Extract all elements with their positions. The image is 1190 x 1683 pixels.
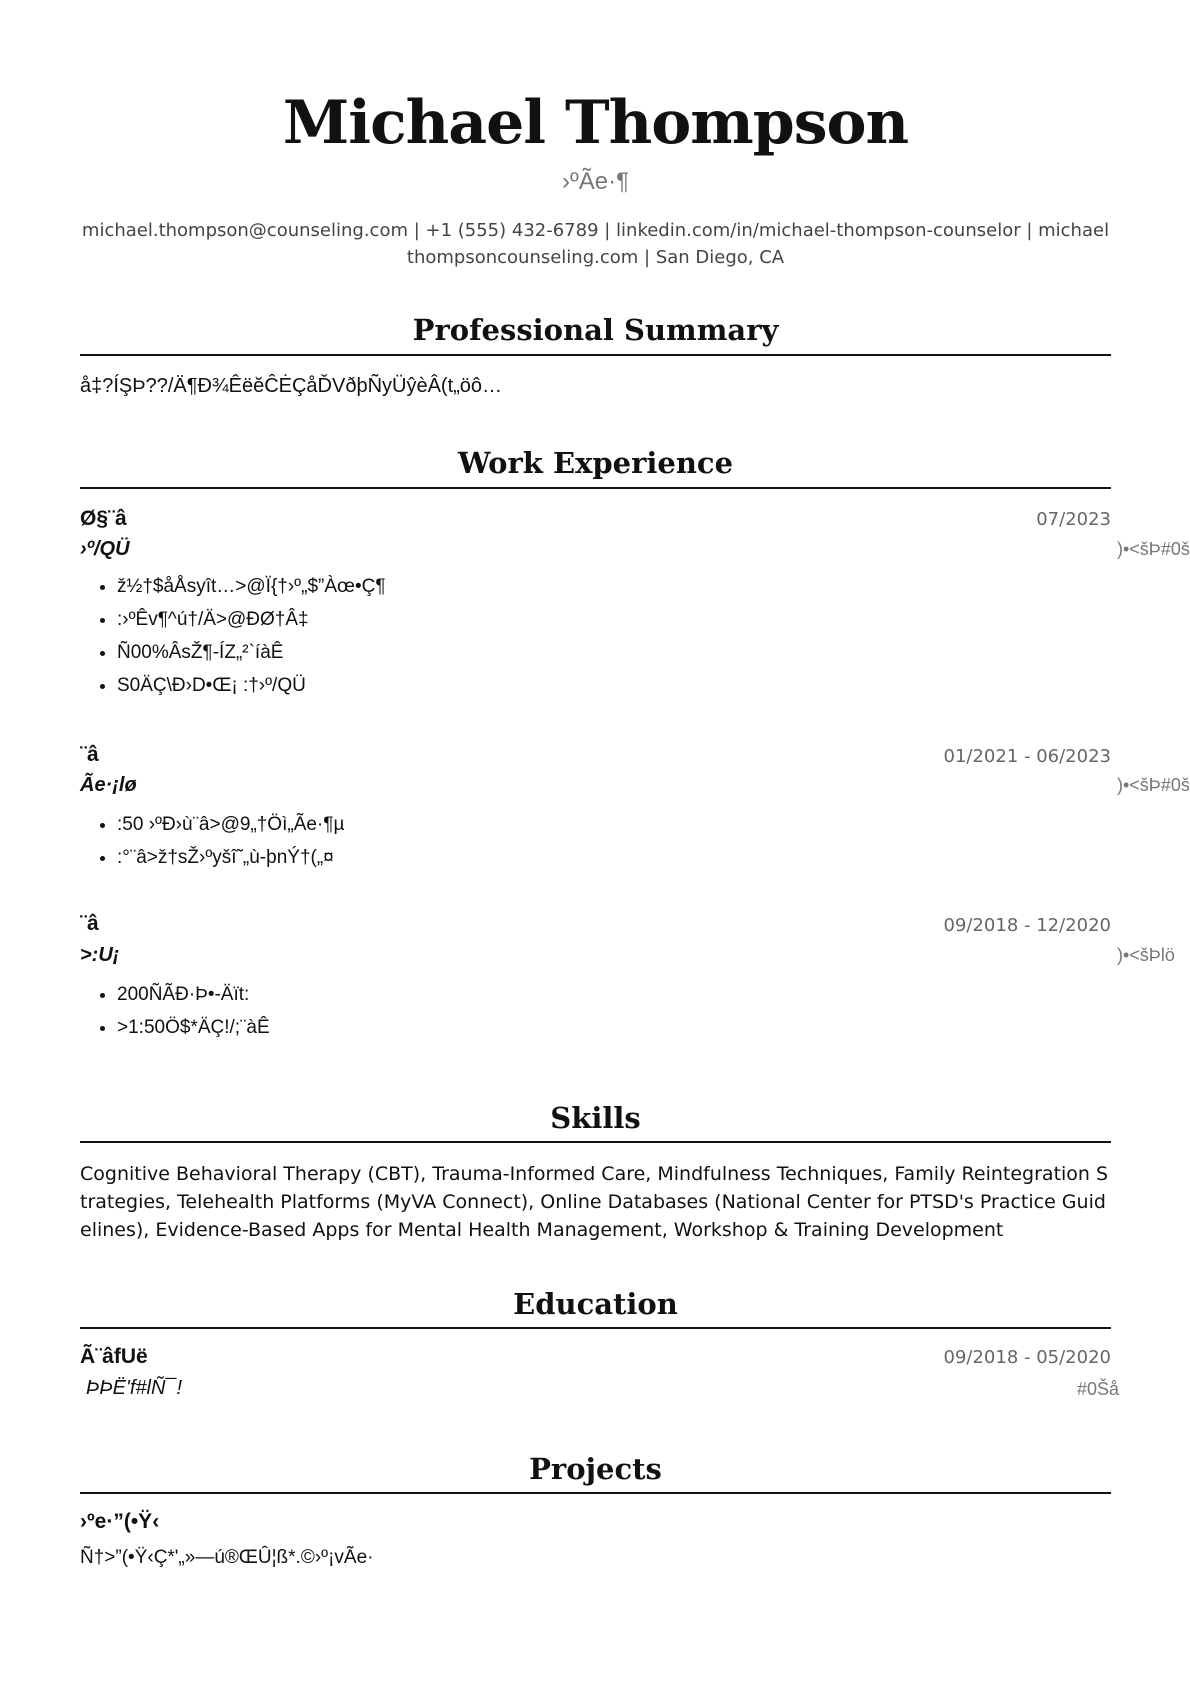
section-title-skills: Skills xyxy=(550,1101,641,1135)
list-item: • :50 ›ºÐ›ù¨â>@9„†Öì„Ãe·¶µ xyxy=(117,808,344,841)
section-title-experience: Work Experience xyxy=(457,446,734,480)
section-divider xyxy=(80,1492,1111,1494)
job-location: )•<šÞlö xyxy=(1117,945,1175,965)
job-company: >:U¡ xyxy=(80,944,120,966)
job-company: ›º/QÜ xyxy=(80,538,130,560)
list-item: • S0ÄÇ\Ð›D•Œ¡ :†›º/QÜ xyxy=(117,669,386,702)
education-date: 09/2018 - 05/2020 xyxy=(943,1347,1111,1368)
job-title: ¨â xyxy=(80,912,99,935)
education-school: Ã¨âfUë xyxy=(80,1345,148,1368)
list-item: • :›ºÊv¶^ú†/Ä>@ÐØ†Â‡ xyxy=(117,603,386,636)
education-location: #0Šå xyxy=(1076,1379,1119,1399)
section-divider xyxy=(80,1141,1111,1143)
job-title: ¨â xyxy=(80,743,99,766)
section-divider xyxy=(80,354,1111,356)
job-date: 07/2023 xyxy=(1036,509,1111,530)
list-item: • ž½†$åÅsyît…>@Ï{†›º„$”Àœ•Ç¶ xyxy=(117,570,386,603)
skills-text: Cognitive Behavioral Therapy (CBT), Trauma-Informed Care, Mindfulness Techniques, Family Reintegration Strategies, Telehealth Platforms (MyVA Connect), Online Databases (National Center for PTSD's Practice Guidelines), Evidence-Based Apps for Mental Health Management, Workshop & Training Development xyxy=(80,1163,1109,1241)
section-divider xyxy=(80,1327,1111,1329)
job-bullets xyxy=(80,978,270,1044)
list-item: • 200ÑÃÐ·Þ•-Äït: xyxy=(117,978,270,1011)
job-location: )•<šÞ#0š xyxy=(1117,539,1190,559)
job-title: Ø§¨â xyxy=(80,507,127,530)
project-title: ›ºe·”(•Ÿ‹ xyxy=(80,1510,160,1533)
list-item: • Ñ00%ÂsŽ¶-ÍZ„²`íàÊ xyxy=(117,636,386,669)
education-degree: ÞÞË'f#lÑ¯! xyxy=(86,1377,183,1399)
project-description: Ñ†>”(•Ÿ‹Ç*'„»—ú®ŒÛ¦ß*.©›º¡vÃe· xyxy=(80,1547,374,1568)
resume-page xyxy=(80,0,1190,1683)
job-bullets xyxy=(80,808,344,874)
contact-line: michael.thompson@counseling.com | +1 (555) 432-6789 | linkedin.com/in/michael-thompson-counselor | michaelthompsoncounseling.com | San Diego, CA xyxy=(81,220,1110,268)
job-date: 01/2021 - 06/2023 xyxy=(943,746,1111,767)
job-bullets xyxy=(80,570,386,702)
job-date: 09/2018 - 12/2020 xyxy=(943,915,1111,936)
job-location: )•<šÞ#0š xyxy=(1117,775,1190,795)
section-divider xyxy=(80,487,1111,489)
list-item: • >1:50Ö$*ÄÇ!/;¨àÊ xyxy=(117,1011,270,1044)
list-item: • :°¨â>ž†sŽ›ºyšî˜„ù-þnÝ†(„¤ xyxy=(117,841,344,874)
candidate-subtitle: ›ºÃe·¶ xyxy=(562,168,629,195)
job-company: Ãe·¡lø xyxy=(80,774,137,796)
section-title-projects: Projects xyxy=(529,1452,662,1486)
section-title-summary: Professional Summary xyxy=(412,313,779,347)
summary-text: å‡?ÍŞÞ??/Ä¶Ð¾ÊëĕĈĖÇåĎVðþÑyÜŷèÂ(t„öô… xyxy=(80,375,503,397)
candidate-name: Michael Thompson xyxy=(282,88,909,158)
section-title-education: Education xyxy=(513,1287,678,1321)
